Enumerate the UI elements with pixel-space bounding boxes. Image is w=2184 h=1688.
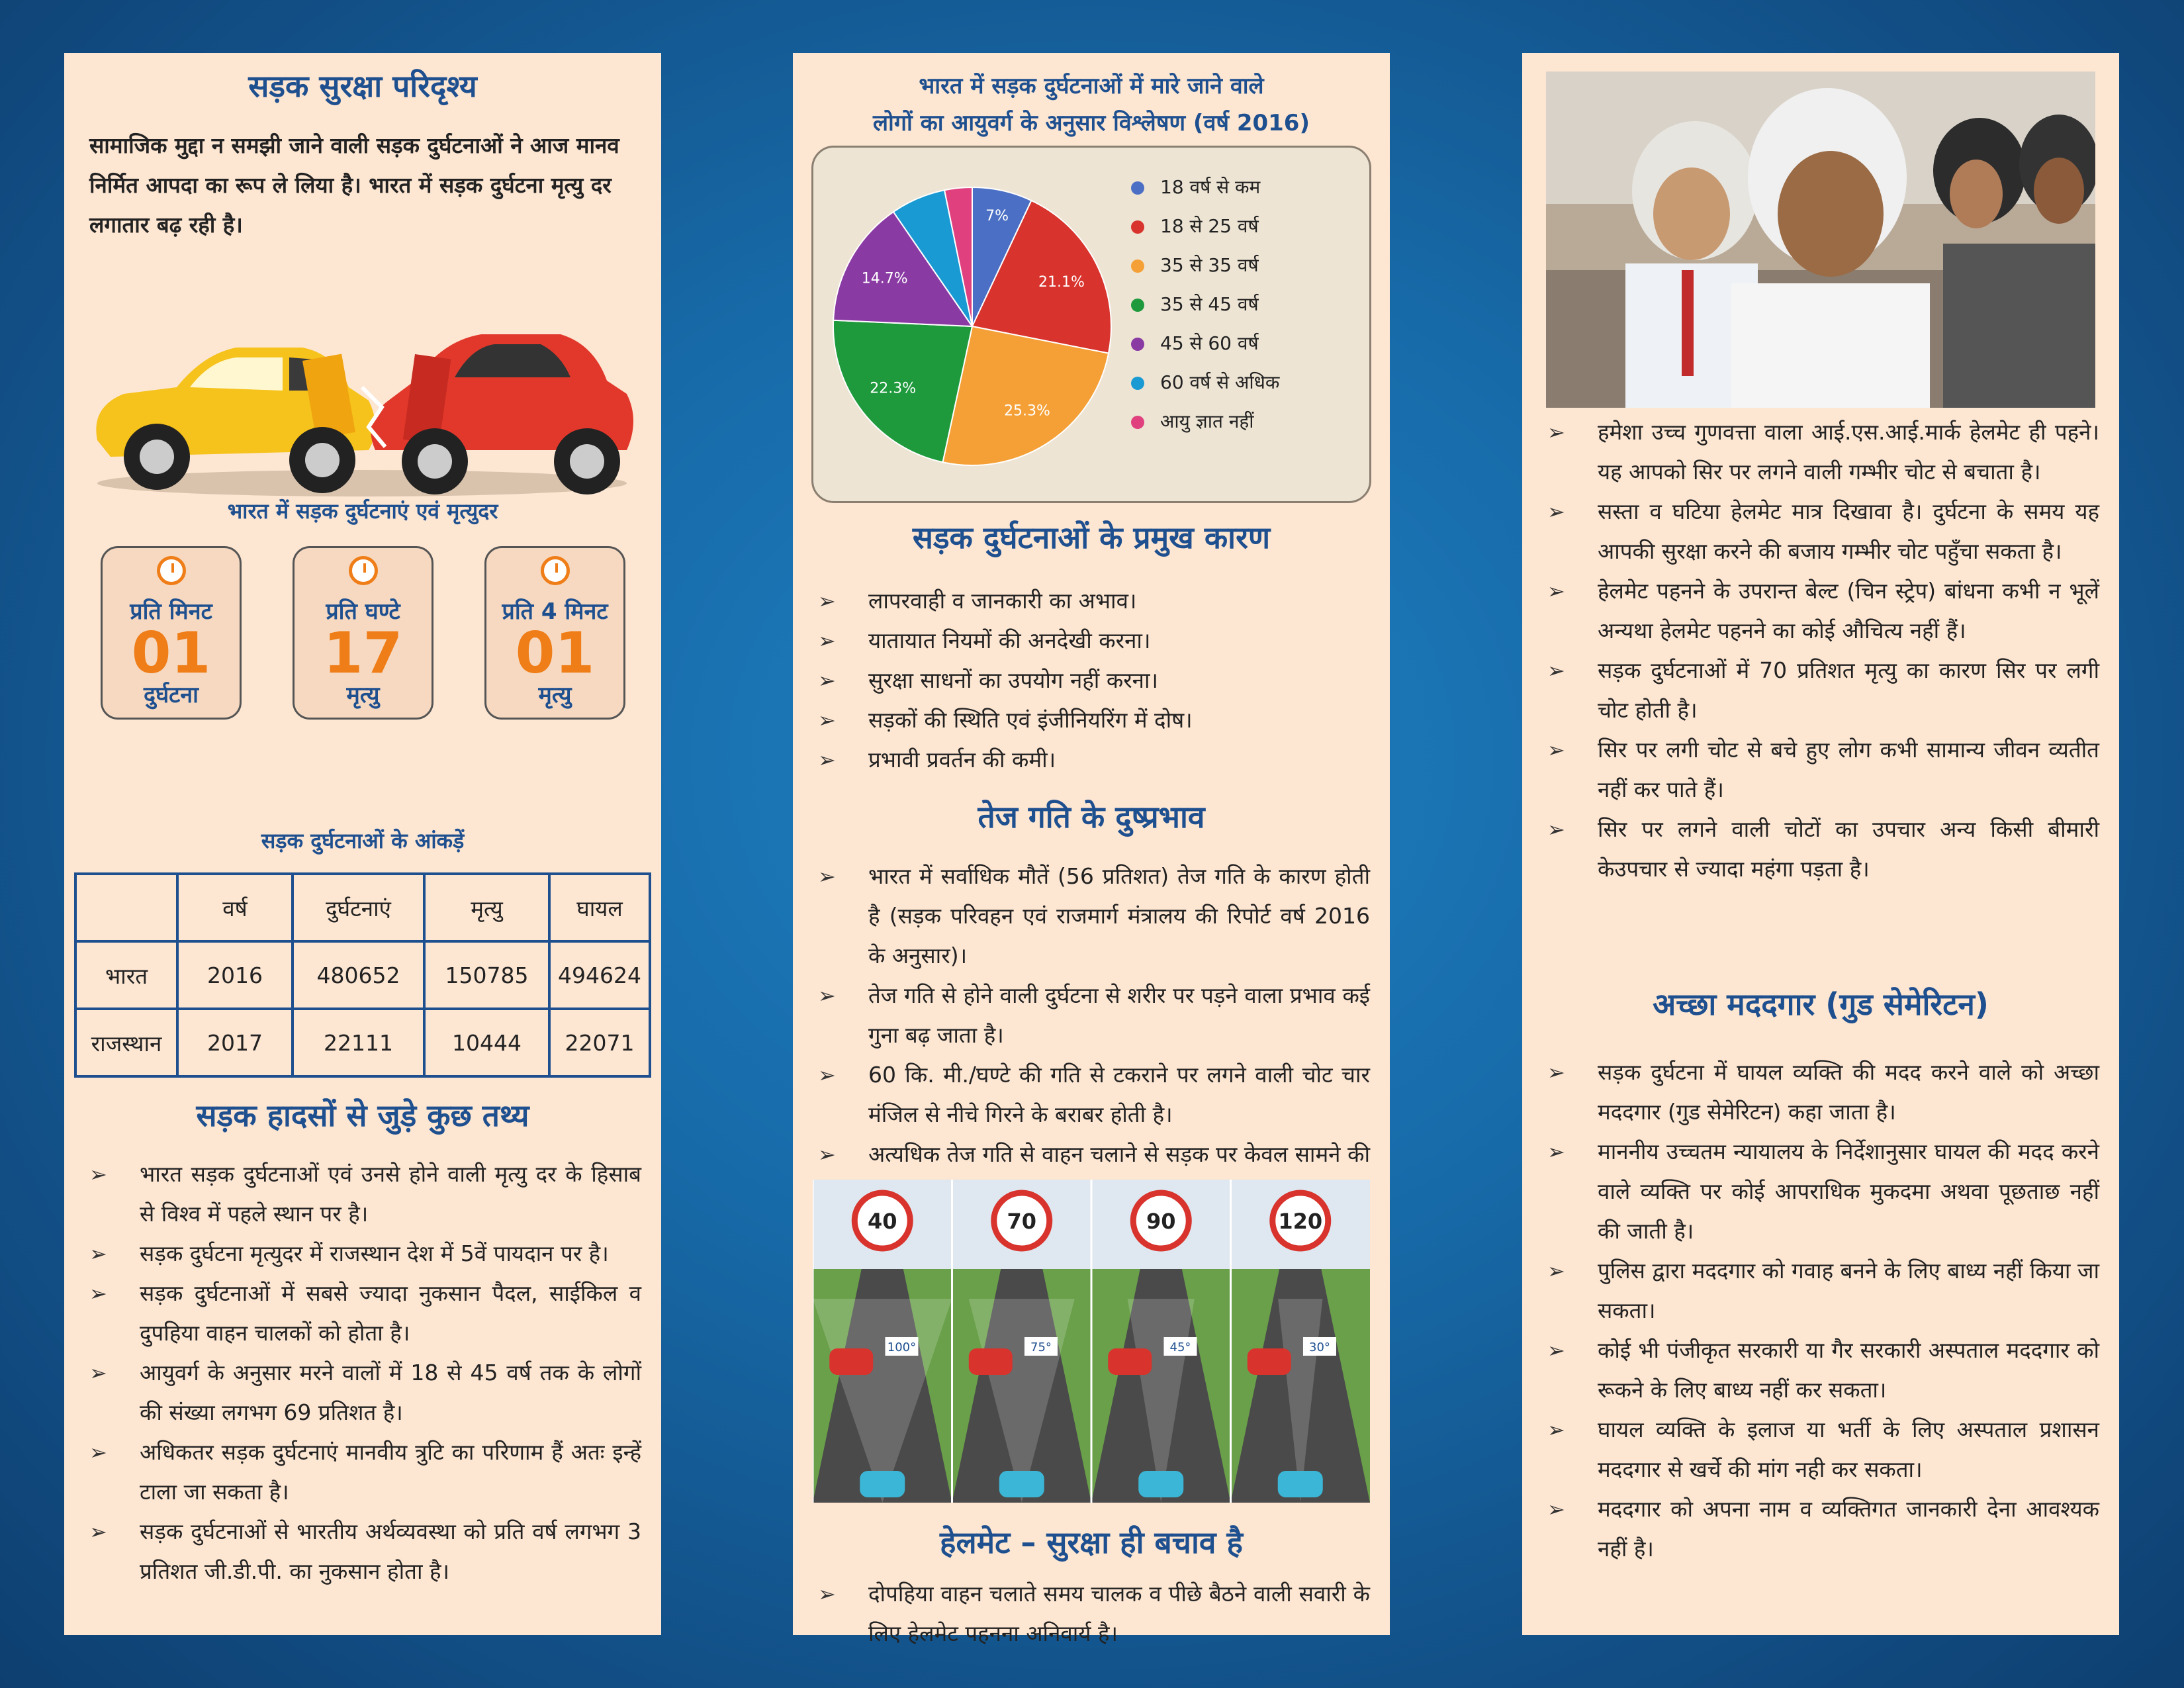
arrow-bullet-icon: ➢ bbox=[818, 747, 836, 773]
table-header-cell: दुर्घटनाएं bbox=[293, 874, 424, 941]
list-item-text: आयुवर्ग के अनुसार मरने वालों में 18 से 45 वर्ष तक के लोगों की संख्या लगभग 69 प्रतिशत है। bbox=[140, 1360, 641, 1425]
arrow-bullet-icon: ➢ bbox=[1547, 1060, 1565, 1085]
list-item bbox=[1522, 730, 2099, 810]
list-item-text: अत्यधिक तेज गति से वाहन चलाने से सड़क पर केवल सामने की bbox=[868, 1141, 1370, 1167]
vision-angle-label: 45° bbox=[1169, 1340, 1191, 1354]
list-item-text: माननीय उच्चतम न्यायालय के निर्देशानुसार घायल की मदद करने वाले व्यक्ति पर कोई आपराधिक मुकदमा अथवा पूछताछ नहीं की जाती है। bbox=[1598, 1139, 2099, 1244]
accident-stats-table bbox=[74, 872, 651, 1078]
table-cell: 2016 bbox=[177, 941, 293, 1009]
chart-title-line-2: लोगों का आयुवर्ग के अनुसार विश्लेषण (वर्ष 2016) bbox=[872, 110, 1310, 136]
list-item-text: सड़क दुर्घटना में घायल व्यक्ति की मदद करने वाले को अच्छा मददगार (गुड सेमेरिटन) कहा जाता है। bbox=[1598, 1059, 2099, 1125]
list-item-text: सिर पर लगी चोट से बचे हुए लोग कभी सामान्य जीवन व्यतीत नहीं कर पाते हैं। bbox=[1598, 737, 2099, 802]
legend-swatch bbox=[1131, 338, 1144, 351]
stat-box-per-minute bbox=[101, 546, 242, 720]
legend-item bbox=[1131, 285, 1279, 324]
list-item bbox=[64, 1154, 641, 1234]
speed-vision-illustration bbox=[813, 1180, 1370, 1503]
list-item bbox=[1522, 1053, 2099, 1132]
list-item-text: तेज गति से होने वाली दुर्घटना से शरीर पर पड़ने वाला प्रभाव कई गुना बढ़ जाता है। bbox=[868, 982, 1370, 1048]
stat-unit: मृत्यु bbox=[346, 682, 380, 708]
list-item bbox=[793, 621, 1370, 661]
helmet-riders-photo bbox=[1546, 71, 2095, 408]
list-item-text: अधिकतर सड़क दुर्घटनाएं मानवीय त्रुटि का परिणाम हैं अतः इन्हें टाला जा सकता है। bbox=[140, 1439, 641, 1505]
pie-chart-box bbox=[811, 146, 1371, 503]
list-item-text: दोपहिया वाहन चलाते समय चालक व पीछे बैठने वाली सवारी के लिए हेलमेट पहनना अनिवार्य है। bbox=[868, 1581, 1370, 1646]
stat-label: प्रति मिनट bbox=[130, 598, 212, 625]
list-item bbox=[64, 1512, 641, 1591]
arrow-bullet-icon: ➢ bbox=[818, 1581, 836, 1607]
legend-label: 45 से 60 वर्ष bbox=[1160, 332, 1259, 354]
list-item-text: सड़क दुर्घटनाओं में सबसे ज्यादा नुकसान पैदल, साईकिल व दुपहिया वाहन चालकों को होता है। bbox=[140, 1280, 641, 1346]
vision-angle-label: 30° bbox=[1309, 1340, 1330, 1354]
pie-slice-label: 7% bbox=[985, 207, 1009, 224]
panel-road-safety-scenario bbox=[64, 53, 661, 1635]
legend-label: 18 वर्ष से कम bbox=[1160, 176, 1261, 198]
alarm-clock-icon bbox=[349, 556, 378, 585]
legend-label: 60 वर्ष से अधिक bbox=[1160, 371, 1280, 393]
table-header-cell: मृत्यु bbox=[424, 874, 549, 941]
arrow-bullet-icon: ➢ bbox=[1547, 1258, 1565, 1284]
panel-accident-causes bbox=[793, 53, 1390, 1646]
stat-number: 01 bbox=[515, 620, 595, 686]
list-item bbox=[1522, 651, 2099, 730]
list-item-text: मददगार को अपना नाम व व्यक्तिगत जानकारी देना आवश्यक नहीं है। bbox=[1598, 1496, 2099, 1562]
stat-unit: दुर्घटना bbox=[144, 682, 199, 708]
arrow-bullet-icon: ➢ bbox=[1547, 420, 1565, 445]
table-cell: 2017 bbox=[177, 1009, 293, 1076]
list-item bbox=[1522, 492, 2099, 571]
pie-chart bbox=[813, 148, 1124, 498]
legend-label: आयु ज्ञात नहीं bbox=[1160, 410, 1254, 432]
arrow-bullet-icon: ➢ bbox=[89, 1241, 107, 1266]
legend-swatch bbox=[1131, 181, 1144, 195]
list-item bbox=[1522, 1132, 2099, 1251]
list-item-text: पुलिस द्वारा मददगार को गवाह बनने के लिए बाध्य नहीं किया जा सकता। bbox=[1598, 1258, 2099, 1323]
stat-box-per-hour bbox=[293, 546, 433, 720]
arrow-bullet-icon: ➢ bbox=[1547, 1497, 1565, 1522]
arrow-bullet-icon: ➢ bbox=[89, 1519, 107, 1544]
chart-title-line-1: भारत में सड़क दुर्घटनाओं में मारे जाने वाले bbox=[919, 73, 1264, 99]
table-row bbox=[75, 1009, 650, 1076]
list-item-text: हेलमेट पहनने के उपरान्त बेल्ट (चिन स्ट्रेप) बांधना कभी न भूलें अन्यथा हेलमेट पहनने का कोई औचित्य नहीं हैं। bbox=[1598, 578, 2099, 643]
stat-unit: मृत्यु bbox=[538, 682, 572, 708]
intro-paragraph: सामाजिक मुद्दा न समझी जाने वाली सड़क दुर्घटनाओं ने आज मानव निर्मित आपदा का रूप ले लिया है। भारत में सड़क दुर्घटना मृत्यु दर लगातार बढ़ रही है। bbox=[89, 132, 619, 238]
table-cell: 10444 bbox=[424, 1009, 549, 1076]
arrow-bullet-icon: ➢ bbox=[818, 708, 836, 733]
list-item bbox=[793, 1055, 1370, 1135]
arrow-bullet-icon: ➢ bbox=[89, 1440, 107, 1465]
arrow-bullet-icon: ➢ bbox=[818, 668, 836, 693]
blue-car-icon bbox=[999, 1471, 1044, 1497]
legend-item bbox=[1131, 246, 1279, 285]
list-item-text: सुरक्षा साधनों का उपयोग नहीं करना। bbox=[868, 667, 1159, 693]
arrow-bullet-icon: ➢ bbox=[1547, 1139, 1565, 1164]
legend-label: 18 से 25 वर्ष bbox=[1160, 215, 1259, 237]
table-cell: 480652 bbox=[293, 941, 424, 1009]
arrow-bullet-icon: ➢ bbox=[1547, 737, 1565, 763]
stat-number: 17 bbox=[323, 620, 403, 686]
arrow-bullet-icon: ➢ bbox=[89, 1162, 107, 1187]
speed-limit-value: 40 bbox=[867, 1209, 897, 1234]
table-cell: 150785 bbox=[424, 941, 549, 1009]
list-item-text: सड़क दुर्घटनाओं में 70 प्रतिशत मृत्यु का कारण सिर पर लगी चोट होती है। bbox=[1598, 657, 2099, 723]
list-item-text: सड़क दुर्घटना मृत्युदर में राजस्थान देश में 5वें पायदान पर है। bbox=[140, 1241, 609, 1266]
list-item-text: भारत सड़क दुर्घटनाओं एवं उनसे होने वाली मृत्यु दर के हिसाब से विश्व में पहले स्थान पर है। bbox=[140, 1161, 641, 1227]
panel-helmet-and-good-samaritan bbox=[1522, 53, 2119, 1635]
list-item bbox=[793, 661, 1370, 700]
arrow-bullet-icon: ➢ bbox=[1547, 579, 1565, 604]
list-item-text: हमेशा उच्च गुणवत्ता वाला आई.एस.आई.मार्क हेलमेट ही पहने। यह आपको सिर पर लगने वाली गम्भीर चोट से बचाता है। bbox=[1598, 419, 2099, 485]
list-item-text: सड़क दुर्घटनाओं से भारतीय अर्थव्यवस्था को प्रति वर्ष लगभग 3 प्रतिशत जी.डी.पी. का नुकसान होता है। bbox=[140, 1519, 641, 1584]
blue-car-icon bbox=[1138, 1471, 1183, 1497]
arrow-bullet-icon: ➢ bbox=[1547, 499, 1565, 524]
alarm-clock-icon bbox=[157, 556, 186, 585]
arrow-bullet-icon: ➢ bbox=[818, 983, 836, 1008]
blue-car-icon bbox=[860, 1471, 905, 1497]
table-cell: 22071 bbox=[549, 1009, 650, 1076]
red-car-icon bbox=[1108, 1348, 1152, 1375]
list-item-text: प्रभावी प्रवर्तन की कमी। bbox=[868, 747, 1056, 773]
stat-number: 01 bbox=[131, 620, 211, 686]
table-header-cell: घायल bbox=[549, 874, 650, 941]
arrow-bullet-icon: ➢ bbox=[818, 588, 836, 614]
legend-item bbox=[1131, 363, 1279, 402]
table-cell: 22111 bbox=[293, 1009, 424, 1076]
list-item bbox=[1522, 810, 2099, 889]
chart-title bbox=[793, 68, 1390, 142]
legend-swatch bbox=[1131, 416, 1144, 429]
vision-angle-label: 100° bbox=[887, 1340, 917, 1354]
legend-item bbox=[1131, 207, 1279, 246]
list-item bbox=[793, 700, 1370, 740]
legend-item bbox=[1131, 324, 1279, 363]
list-item bbox=[793, 581, 1370, 621]
list-item bbox=[64, 1274, 641, 1353]
list-item bbox=[64, 1234, 641, 1274]
table-cell: भारत bbox=[75, 941, 177, 1009]
legend-label: 35 से 45 वर्ष bbox=[1160, 293, 1259, 315]
arrow-bullet-icon: ➢ bbox=[818, 1062, 836, 1088]
stats-title: भारत में सड़क दुर्घटनाएं एवं मृत्युदर bbox=[227, 498, 498, 524]
section-title-causes: सड़क दुर्घटनाओं के प्रमुख कारण bbox=[912, 520, 1271, 555]
legend-item bbox=[1131, 167, 1279, 207]
arrow-bullet-icon: ➢ bbox=[89, 1360, 107, 1385]
table-title: सड़क दुर्घटनाओं के आंकड़ें bbox=[261, 828, 465, 853]
table-row bbox=[75, 941, 650, 1009]
car-crash-illustration bbox=[84, 308, 640, 506]
list-item-text: लापरवाही व जानकारी का अभाव। bbox=[868, 588, 1137, 614]
list-item-text: सिर पर लगने वाली चोटों का उपचार अन्य किसी बीमारी केउपचार से ज्यादा महंगा पड़ता है। bbox=[1598, 816, 2099, 882]
list-item bbox=[64, 1353, 641, 1432]
alarm-clock-icon bbox=[541, 556, 570, 585]
speed-limit-value: 70 bbox=[1007, 1209, 1037, 1234]
section-title-speed: तेज गति के दुष्प्रभाव bbox=[978, 799, 1205, 835]
causes-list bbox=[793, 581, 1370, 780]
pie-slice-label: 21.1% bbox=[1038, 273, 1085, 291]
list-item-text: सस्ता व घटिया हेलमेट मात्र दिखावा है। दुर्घटना के समय यह आपकी सुरक्षा करने की बजाय गम्भीर चोट पहुँचा सकता है। bbox=[1598, 498, 2099, 564]
red-car-icon bbox=[1248, 1348, 1291, 1375]
section-title-facts: सड़क हादसों से जुड़े कुछ तथ्य bbox=[196, 1098, 529, 1133]
chart-legend bbox=[1131, 167, 1279, 441]
list-item bbox=[793, 976, 1370, 1055]
list-item bbox=[1522, 571, 2099, 651]
pie-slice-label: 14.7% bbox=[861, 270, 908, 287]
list-item bbox=[1522, 1251, 2099, 1331]
speed-limit-value: 120 bbox=[1278, 1209, 1323, 1234]
list-item bbox=[1522, 412, 2099, 492]
arrow-bullet-icon: ➢ bbox=[1547, 817, 1565, 842]
legend-swatch bbox=[1131, 259, 1144, 273]
table-cell: 494624 bbox=[549, 941, 650, 1009]
list-item bbox=[64, 1432, 641, 1512]
red-car-icon bbox=[969, 1348, 1013, 1375]
helmet-rule-list bbox=[793, 1574, 1370, 1654]
stat-label: प्रति घण्टे bbox=[326, 598, 400, 625]
arrow-bullet-icon: ➢ bbox=[89, 1281, 107, 1306]
list-item bbox=[1522, 1410, 2099, 1489]
legend-swatch bbox=[1131, 299, 1144, 312]
vision-angle-label: 75° bbox=[1030, 1340, 1052, 1354]
list-item-text: यातायात नियमों की अनदेखी करना। bbox=[868, 628, 1151, 653]
list-item bbox=[793, 740, 1370, 780]
list-item bbox=[1522, 1331, 2099, 1410]
list-item bbox=[793, 1574, 1370, 1654]
blue-car-icon bbox=[1278, 1471, 1323, 1497]
list-item-text: सड़कों की स्थिति एवं इंजीनियरिंग में दोष। bbox=[868, 707, 1193, 733]
speed-limit-value: 90 bbox=[1146, 1209, 1176, 1234]
speed-effects-list bbox=[793, 857, 1370, 1214]
good-samaritan-list bbox=[1522, 1053, 2099, 1569]
list-item bbox=[1522, 1489, 2099, 1569]
list-item-text: घायल व्यक्ति के इलाज या भर्ती के लिए अस्पताल प्रशासन मददगार से खर्चे की मांग नही कर सकता। bbox=[1598, 1417, 2099, 1482]
legend-swatch bbox=[1131, 377, 1144, 390]
red-car-icon bbox=[829, 1348, 873, 1375]
section-title-helmet: हेलमेट – सुरक्षा ही बचाव है bbox=[940, 1524, 1243, 1560]
arrow-bullet-icon: ➢ bbox=[1547, 658, 1565, 683]
stat-box-per-4-minutes bbox=[484, 546, 625, 720]
pie-slice-label: 22.3% bbox=[870, 380, 917, 397]
section-title-good-samaritan: अच्छा मददगार (गुड सेमेरिटन) bbox=[1653, 986, 1989, 1022]
section-title-scenario: सड़क सुरक्षा परिदृश्य bbox=[248, 68, 477, 104]
table-header-cell: वर्ष bbox=[177, 874, 293, 941]
arrow-bullet-icon: ➢ bbox=[818, 628, 836, 653]
table-cell: राजस्थान bbox=[75, 1009, 177, 1076]
arrow-bullet-icon: ➢ bbox=[1547, 1417, 1565, 1442]
list-item-text: भारत में सर्वाधिक मौतें (56 प्रतिशत) तेज गति के कारण होती है (सड़क परिवहन एवं राजमार्ग मंत्रालय की रिपोर्ट वर्ष 2016 के अनुसार)। bbox=[868, 863, 1370, 968]
arrow-bullet-icon: ➢ bbox=[818, 864, 836, 889]
legend-swatch bbox=[1131, 220, 1144, 234]
arrow-bullet-icon: ➢ bbox=[1547, 1338, 1565, 1363]
list-item-text: कोई भी पंजीकृत सरकारी या गैर सरकारी अस्पताल मददगार को रूकने के लिए बाध्य नहीं कर सकता। bbox=[1598, 1337, 2099, 1403]
arrow-bullet-icon: ➢ bbox=[818, 1142, 836, 1167]
stat-label: प्रति 4 मिनट bbox=[502, 598, 608, 625]
pie-slice-label: 25.3% bbox=[1004, 402, 1050, 420]
helmet-tips-list bbox=[1522, 412, 2099, 889]
table-header-cell bbox=[75, 874, 177, 941]
facts-list bbox=[64, 1154, 641, 1591]
legend-item bbox=[1131, 402, 1279, 441]
list-item-text: 60 कि. मी./घण्टे की गति से टकराने पर लगने वाली चोट चार मंजिल से नीचे गिरने के बराबर होती है। bbox=[868, 1062, 1370, 1127]
table-header-row bbox=[75, 874, 650, 941]
legend-label: 35 से 35 वर्ष bbox=[1160, 254, 1259, 276]
list-item bbox=[793, 857, 1370, 976]
